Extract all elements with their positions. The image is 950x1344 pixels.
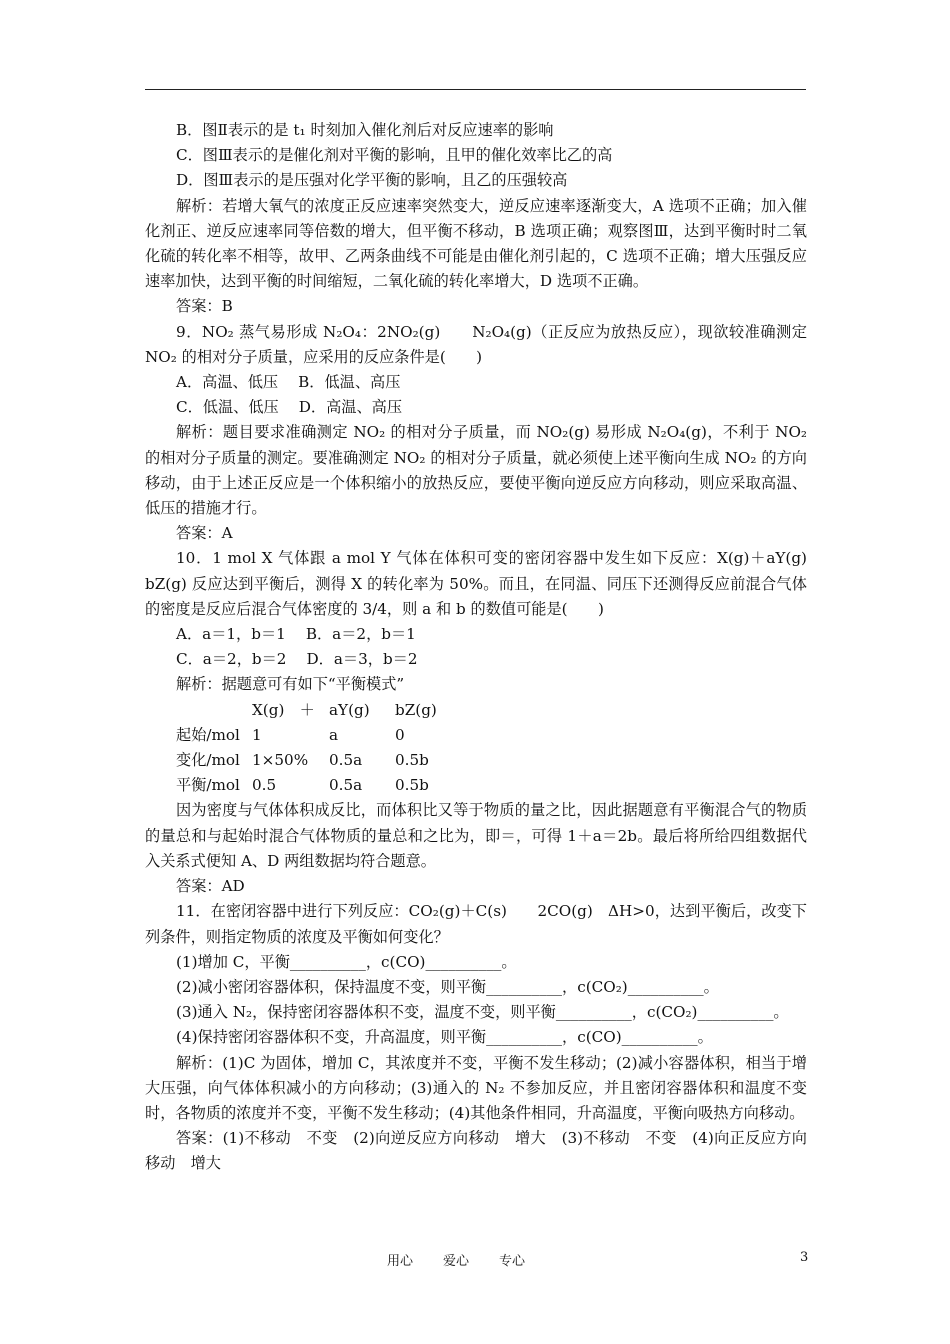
- paragraph: B．图Ⅱ表示的是 t₁ 时刻加入催化剂后对反应速率的影响: [176, 121, 554, 139]
- table-cell: 0.5a: [329, 751, 363, 770]
- paragraph: (1)增加 C，平衡__________，c(CO)__________。: [176, 952, 517, 971]
- paragraph: 9．NO₂ 蒸气易形成 N₂O₄：2NO₂(g) N₂O₄(g)（正反应为放热反应），现欲较准确测定 NO₂ 的相对分子质量，应采用的反应条件是( ): [145, 322, 807, 366]
- page-body: [145, 118, 838, 1177]
- paragraph: 答案：(1)不移动 不变 (2)向逆反应方向移动 增大 (3)不移动 不变 (4)向正反应方向移动 增大: [145, 1129, 807, 1173]
- table-indent: [145, 723, 176, 748]
- paragraph: 10．1 mol X 气体跟 a mol Y 气体在体积可变的密闭容器中发生如下反应：X(g)＋aY(g) bZ(g) 反应达到平衡后，测得 X 的转化率为 50%。而且，在同温、同压下还测得反应前混合气体的密度是反应后混合气体密度的 3/4，则 a 和 b 的数值可能是( ): [145, 549, 838, 618]
- table-header-cell: [176, 698, 252, 723]
- paragraph: D．图Ⅲ表示的是压强对化学平衡的影响，且乙的压强较高: [176, 171, 568, 190]
- paragraph: (4)保持密闭容器体积不变，升高温度，则平衡__________，c(CO)__________。: [176, 1028, 713, 1047]
- table-cell: 平衡/mol: [176, 776, 240, 795]
- paragraph: A．高温、低压 B．低温、高压: [176, 373, 401, 392]
- paragraph: C．a＝2，b＝2 D．a＝3，b＝2: [176, 650, 418, 669]
- paragraph: 解析：题目要求准确测定 NO₂ 的相对分子质量，而 NO₂(g) 易形成 N₂O₄(g)，不利于 NO₂ 的相对分子质量的测定。要准确测定 NO₂ 的相对分子质量，就必须使上述平衡向生成 NO₂ 的方向移动，由于上述正反应是一个体积缩小的放热反应，要使平衡向逆反应方向移动，则应采取高温、低压的措施才行。: [145, 423, 807, 518]
- paragraph: 11．在密闭容器中进行下列反应：CO₂(g)＋C(s) 2CO(g) ΔH>0，达到平衡后，改变下列条件，则指定物质的浓度及平衡如何变化？: [145, 902, 807, 946]
- paragraph: C．图Ⅲ表示的是催化剂对平衡的影响，且甲的催化效率比乙的高: [176, 146, 613, 165]
- table-cell: 变化/mol: [176, 751, 240, 770]
- table-cell: 0.5b: [395, 776, 429, 795]
- table-cell: 起始/mol: [176, 725, 240, 744]
- motto-word-3: 专心: [499, 1254, 526, 1269]
- text-block-2: [145, 798, 807, 1176]
- table-cell: 0: [395, 725, 405, 744]
- paragraph: 答案：B: [176, 297, 233, 316]
- paragraph: 答案：A: [176, 524, 233, 543]
- header-rule: [145, 89, 806, 90]
- paragraph: C．低温、低压 D．高温、高压: [176, 398, 403, 417]
- table-header-cell: X(g) ＋: [252, 700, 315, 719]
- paragraph: (3)通入 N₂，保持密闭容器体积不变，温度不变，则平衡__________，c(CO₂)__________。: [176, 1003, 789, 1022]
- table-indent: [145, 748, 176, 773]
- paragraph: 解析：若增大氧气的浓度正反应速率突然变大，逆反应速率逐渐变大，A 选项不正确；加入催化剂正、逆反应速率同等倍数的增大，但平衡不移动，B 选项正确；观察图Ⅲ，达到平衡时时二氧化硫的转化率不相等，故甲、乙两条曲线不可能是由催化剂引起的，C 选项不正确；增大压强反应速率加快，达到平衡的时间缩短，二氧化硫的转化率增大，D 选项不正确。: [145, 196, 807, 291]
- table-header-cell: aY(g): [329, 700, 370, 719]
- paragraph: 答案：AD: [176, 877, 245, 896]
- motto-word-2: 爱心: [443, 1254, 470, 1269]
- paragraph: (2)减小密闭容器体积，保持温度不变，则平衡__________，c(CO₂)__________。: [176, 977, 719, 996]
- table-cell: 0.5: [252, 776, 277, 795]
- page-number: 3: [800, 1250, 809, 1265]
- table-cell: 0.5b: [395, 751, 429, 770]
- table-indent: [145, 773, 176, 798]
- table-cell: 1: [252, 725, 262, 744]
- text-block-1: [145, 118, 838, 698]
- table-cell: 0.5a: [329, 776, 363, 795]
- table-header-cell: bZ(g): [395, 700, 437, 719]
- table-cell: a: [329, 725, 339, 744]
- table-cell: 1×50%: [252, 751, 309, 770]
- table-indent: [145, 698, 176, 723]
- footer-motto: [387, 1250, 555, 1269]
- paragraph: 因为密度与气体体积成反比，而体积比又等于物质的量之比，因此据题意有平衡混合气的物质的量总和与起始时混合气体物质的量总和之比为，即＝，可得 1＋a＝2b。最后将所给四组数据代入关系式便知 A、D 两组数据均符合题意。: [145, 801, 807, 870]
- paragraph: A．a＝1，b＝1 B．a＝2，b＝1: [176, 625, 416, 644]
- paragraph: 解析：(1)C 为固体，增加 C，其浓度并不变，平衡不发生移动；(2)减小容器体积，相当于增大压强，向气体体积减小的方向移动；(3)通入的 N₂ 不参加反应，并且密闭容器体积和温度不变时，各物质的浓度并不变，平衡不发生移动；(4)其他条件相同，升高温度，平衡向吸热方向移动。: [145, 1053, 807, 1122]
- motto-word-1: 用心: [387, 1254, 414, 1269]
- equilibrium-table: [145, 698, 807, 799]
- paragraph: 解析：据题意可有如下“平衡模式”: [176, 675, 405, 694]
